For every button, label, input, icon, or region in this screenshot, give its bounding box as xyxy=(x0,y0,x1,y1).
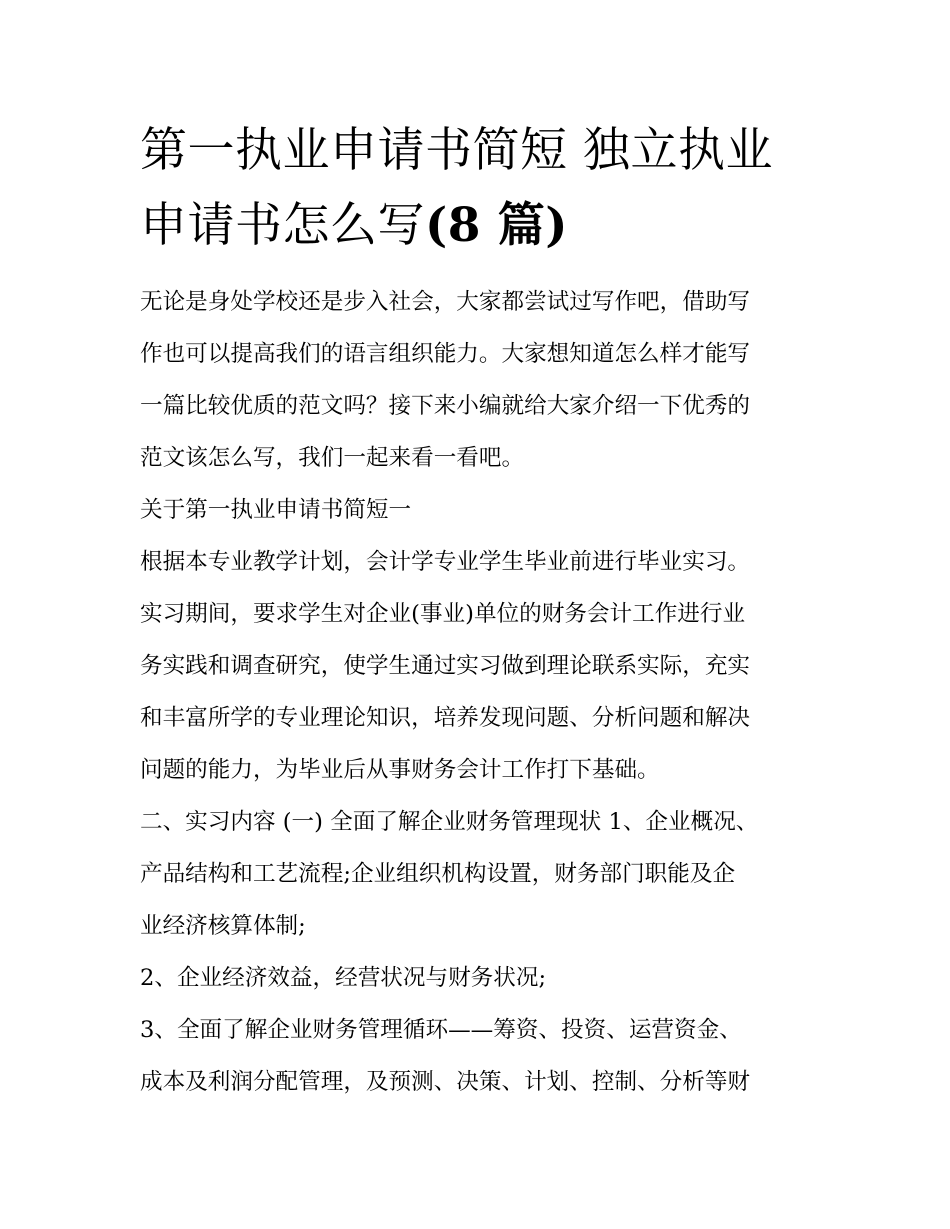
body-line: 2、企业经济效益，经营状况与财务状况; xyxy=(140,965,547,991)
title-line-2-text: 申请书怎么写 xyxy=(140,198,425,253)
title-line-2 xyxy=(140,188,820,263)
title-line-1: 第一执业申请书简短 独立执业 xyxy=(140,123,773,178)
body-line: 无论是身处学校还是步入社会，大家都尝试过写作吧，借助写 xyxy=(140,289,751,315)
body-line: 成本及利润分配管理，及预测、决策、计划、控制、分析等财 xyxy=(140,1069,751,1095)
title-line-2-count: (8 篇) xyxy=(425,198,569,253)
body-line: 务实践和调查研究，使学生通过实习做到理论联系实际，充实 xyxy=(140,653,751,679)
body-line: 业经济核算体制; xyxy=(140,913,306,939)
body-line: 3、全面了解企业财务管理循环——筹资、投资、运营资金、 xyxy=(140,1017,742,1043)
document-body xyxy=(140,276,825,1108)
body-line: 根据本专业教学计划，会计学专业学生毕业前进行毕业实习。 xyxy=(140,549,751,575)
section-heading: 关于第一执业申请书简短一 xyxy=(140,497,412,523)
body-line: 作也可以提高我们的语言组织能力。大家想知道怎么样才能写 xyxy=(140,341,751,367)
body-line: 范文该怎么写，我们一起来看一看吧。 xyxy=(140,445,525,471)
document-title xyxy=(140,113,820,263)
body-line: 一篇比较优质的范文吗？接下来小编就给大家介绍一下优秀的 xyxy=(140,393,751,419)
body-line: 问题的能力，为毕业后从事财务会计工作打下基础。 xyxy=(140,757,660,783)
body-line: 二、实习内容 (一) 全面了解企业财务管理现状 1、企业概况、 xyxy=(140,809,759,835)
body-line: 实习期间，要求学生对企业(事业)单位的财务会计工作进行业 xyxy=(140,601,746,627)
body-line: 产品结构和工艺流程;企业组织机构设置，财务部门职能及企 xyxy=(140,861,736,887)
body-line: 和丰富所学的专业理论知识，培养发现问题、分析问题和解决 xyxy=(140,705,751,731)
